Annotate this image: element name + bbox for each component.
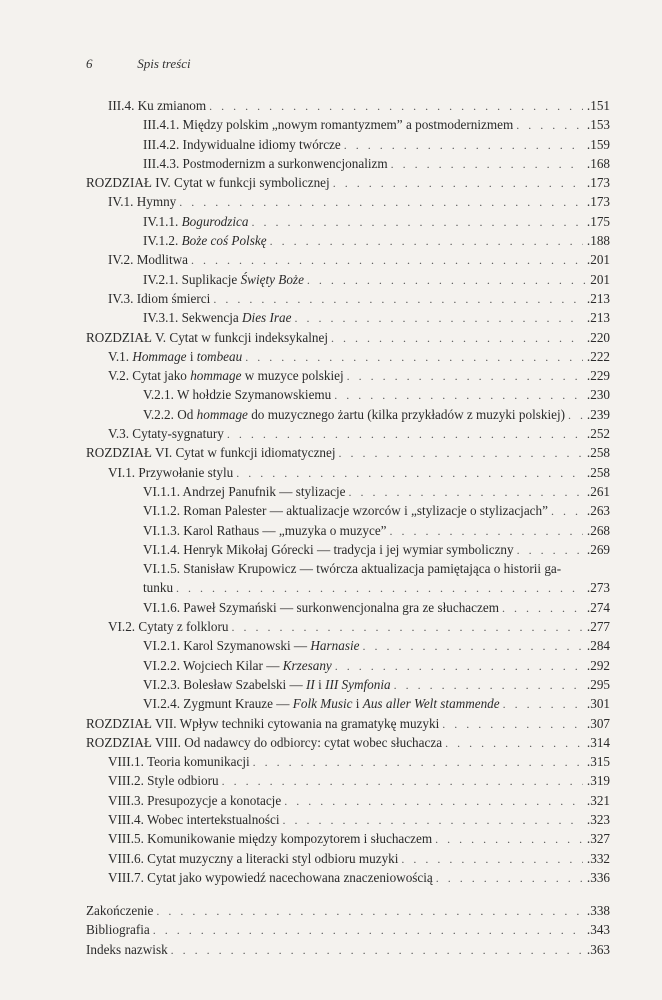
toc-entry-text: V.2.1. W hołdzie Szymanowskiemu: [143, 387, 332, 403]
toc-entry-text: VIII.4. Wobec intertekstualności: [108, 811, 280, 827]
toc-entry-text: VI.2.1. Karol Szymanowski —: [143, 638, 311, 654]
toc-entry-text: Zakończenie: [86, 903, 154, 919]
toc-entry-page-number: .321: [585, 791, 610, 810]
toc-entry[interactable]: [0, 231, 662, 250]
toc-entry-text: VI.2.2. Wojciech Kilar —: [143, 657, 283, 673]
toc-entry[interactable]: [0, 791, 662, 810]
toc-entry-label: [108, 250, 583, 270]
toc-entry[interactable]: [0, 656, 662, 675]
toc-entry[interactable]: [0, 714, 662, 733]
toc-entry-title: [143, 578, 176, 597]
toc-entry-title: [108, 829, 435, 848]
toc-entry[interactable]: [0, 250, 662, 269]
toc-entry[interactable]: [0, 501, 662, 520]
toc-entry-text: V.1.: [108, 348, 133, 364]
toc-entry-text: Indeks nazwisk: [86, 941, 168, 957]
toc-entry-title: [143, 540, 517, 559]
toc-entry-label: [108, 771, 583, 791]
toc-entry-title: [108, 463, 236, 482]
toc-entry[interactable]: [0, 96, 662, 115]
toc-entry-page-number: .188: [585, 231, 610, 250]
toc-entry-label: [143, 656, 583, 676]
toc-entry-text: ROZDZIAŁ IV. Cytat w funkcji symbolicznej: [86, 175, 330, 191]
toc-entry-text: IV.3.1. Sekwencja: [143, 310, 243, 326]
toc-entry-label: [143, 308, 583, 328]
dot-leader: [344, 136, 583, 155]
dot-leader: [391, 155, 583, 174]
dot-leader: [156, 902, 583, 921]
toc-entry[interactable]: [0, 636, 662, 655]
running-header: [86, 56, 191, 72]
toc-entry-label: [86, 328, 583, 348]
toc-entry-italic-title: Folk Music: [292, 696, 353, 712]
dot-leader: [232, 618, 583, 637]
dot-leader: [401, 850, 583, 869]
toc-entry-title: [143, 656, 335, 675]
toc-entry-page-number: .268: [585, 521, 610, 540]
toc-entry-page-number: .301: [585, 694, 610, 713]
toc-entry[interactable]: [0, 115, 662, 134]
toc-entry-page-number: .319: [585, 771, 610, 790]
toc-entry-text: IV.2.1. Suplikacje: [143, 271, 241, 287]
toc-entry-page-number: .258: [585, 443, 610, 462]
toc-entry-label: [143, 212, 583, 232]
toc-entry-label: [108, 829, 583, 849]
dot-leader: [339, 444, 583, 463]
toc-entry-title: [108, 849, 401, 868]
toc-entry-page-number: .315: [585, 752, 610, 771]
toc-entry[interactable]: [0, 901, 662, 920]
toc-entry-page-number: .173: [585, 173, 610, 192]
toc-entry-page-number: .239: [585, 405, 610, 424]
toc-entry-label: [108, 366, 583, 386]
toc-entry-label: [143, 636, 583, 656]
section-gap: [0, 887, 662, 901]
toc-entry-label: [108, 463, 583, 483]
toc-entry-title: [86, 920, 153, 939]
toc-entry[interactable]: [0, 347, 662, 366]
toc-entry-title: [143, 154, 391, 173]
toc-entry-text: VIII.2. Style odbioru: [108, 773, 219, 789]
toc-entry-text: VI.1.4. Henryk Mikołaj Górecki — tradycja i jej wymiar symboliczny: [143, 541, 514, 557]
dot-leader: [362, 637, 582, 656]
toc-entry-page-number: .274: [585, 598, 610, 617]
toc-entry-label: [143, 270, 586, 290]
toc-entry-text: VI.1.3. Karol Rathaus — „muzyka o muzyce”: [143, 522, 387, 538]
toc-entry-text: III.4. Ku zmianom: [108, 98, 207, 113]
toc-entry-label: [108, 810, 583, 830]
dot-leader: [245, 348, 583, 367]
toc-entry-page-number: 201: [588, 270, 610, 289]
toc-entry-label: [108, 192, 583, 212]
table-of-contents: [0, 96, 662, 959]
toc-entry-title: [143, 501, 551, 520]
toc-entry-italic-title: II: [306, 676, 315, 692]
toc-entry[interactable]: [0, 540, 662, 559]
toc-entry-label: [143, 521, 583, 541]
toc-entry-page-number: .363: [585, 940, 610, 959]
toc-entry[interactable]: [0, 385, 662, 404]
toc-entry[interactable]: [0, 810, 662, 829]
toc-entry-title: [143, 482, 349, 501]
toc-entry-label: [86, 173, 583, 193]
toc-entry-italic-title: Aus aller Welt stammende: [362, 696, 500, 712]
toc-entry[interactable]: [0, 135, 662, 154]
toc-entry-page-number: .175: [585, 212, 610, 231]
toc-entry[interactable]: [0, 328, 662, 347]
toc-entry-page-number: .295: [585, 675, 610, 694]
toc-entry-title: [143, 231, 270, 250]
toc-entry-page-number: .151: [585, 96, 610, 115]
toc-entry[interactable]: [0, 270, 662, 289]
toc-entry-text: VI.1. Przywołanie stylu: [108, 464, 234, 480]
toc-entry-italic-title: hommage: [190, 368, 242, 384]
toc-entry-text: w muzyce polskiej: [241, 368, 344, 384]
toc-entry-text: ROZDZIAŁ VII. Wpływ techniki cytowania na gramatykę muzyki: [86, 715, 440, 731]
toc-entry-title: [143, 559, 564, 578]
toc-entry-page-number: .314: [585, 733, 610, 752]
toc-entry-title: [143, 212, 252, 231]
toc-entry-page-number: .323: [585, 810, 610, 829]
toc-entry-label: [143, 115, 583, 135]
toc-entry-text: III.4.2. Indywidualne idiomy twórcze: [143, 136, 341, 152]
toc-entry-page-number: .258: [585, 463, 610, 482]
toc-entry-page-number: .173: [585, 192, 610, 211]
toc-entry-text: VIII.7. Cytat jako wypowiedź nacechowana znaczeniowością: [108, 869, 433, 885]
toc-entry-label: [108, 617, 583, 637]
toc-entry[interactable]: [0, 173, 662, 192]
toc-entry-italic-title: Harnasie: [310, 638, 360, 654]
toc-entry-title: [108, 752, 253, 771]
dot-leader: [283, 811, 583, 830]
toc-entry-title: [143, 270, 307, 289]
dot-leader: [270, 232, 583, 251]
toc-entry-label: [86, 443, 583, 463]
dot-leader: [442, 715, 583, 734]
toc-entry[interactable]: [0, 559, 662, 578]
toc-entry[interactable]: [0, 868, 662, 887]
toc-entry[interactable]: [0, 733, 662, 752]
toc-entry-italic-title: hommage: [196, 406, 248, 422]
toc-entry-page-number: .153: [585, 115, 610, 134]
toc-entry-text: VI.2.4. Zygmunt Krauze —: [143, 696, 293, 712]
toc-entry-label: [143, 405, 583, 425]
toc-entry-label: [86, 714, 583, 734]
dot-leader: [179, 193, 583, 212]
toc-entry-title: [143, 636, 362, 655]
toc-entry-text: i: [186, 348, 197, 364]
dot-leader: [331, 329, 583, 348]
toc-entry-italic-title: tombeau: [196, 348, 243, 364]
toc-entry-label: [86, 920, 583, 940]
toc-entry-title: [143, 598, 502, 617]
dot-leader: [517, 541, 583, 560]
dot-leader: [213, 290, 583, 309]
toc-entry-label: [143, 231, 583, 251]
toc-entry-label: [143, 694, 583, 714]
dot-leader: [236, 464, 583, 483]
toc-entry[interactable]: [0, 212, 662, 231]
dot-leader: [191, 251, 583, 270]
toc-entry-title: [86, 328, 331, 347]
toc-entry-text: VIII.5. Komunikowanie między kompozytorem i słuchaczem: [108, 831, 433, 847]
dot-leader: [227, 425, 583, 444]
toc-entry[interactable]: [0, 366, 662, 385]
toc-entry-page-number: .336: [585, 868, 610, 887]
toc-entry-page-number: .201: [585, 250, 610, 269]
toc-entry-title: [143, 521, 390, 540]
dot-leader: [333, 174, 583, 193]
toc-entry-label: [143, 154, 583, 174]
toc-entry-text: i: [352, 696, 363, 712]
toc-entry-title: [143, 135, 344, 154]
toc-entry[interactable]: [0, 521, 662, 540]
toc-entry[interactable]: [0, 771, 662, 790]
toc-entry[interactable]: [0, 675, 662, 694]
toc-entry-label: [143, 675, 583, 695]
dot-leader: [153, 921, 583, 940]
toc-entry-page-number: .252: [585, 424, 610, 443]
toc-entry-label: [86, 733, 583, 753]
toc-entry-label: [108, 289, 583, 309]
toc-entry-text: IV.2. Modlitwa: [108, 252, 188, 268]
toc-entry-page-number: .332: [585, 849, 610, 868]
toc-entry[interactable]: [0, 154, 662, 173]
toc-entry-text: V.2.2. Od: [143, 406, 197, 422]
toc-entry-page-number: .338: [585, 901, 610, 920]
dot-leader: [503, 695, 583, 714]
toc-entry-text: IV.1. Hymny: [108, 194, 177, 210]
toc-entry[interactable]: [0, 617, 662, 636]
toc-entry-title: [143, 405, 568, 424]
toc-entry-title: [108, 289, 213, 308]
toc-entry-text: VIII.3. Presupozycje a konotacje: [108, 792, 282, 808]
toc-entry-page-number: .261: [585, 482, 610, 501]
toc-entry-label: [108, 752, 583, 772]
dot-leader: [334, 386, 583, 405]
toc-entry-label: [143, 559, 564, 578]
toc-entry-title: [86, 714, 442, 733]
toc-entry-label: [143, 135, 583, 155]
toc-entry-title: [108, 424, 227, 443]
toc-entry-page-number: .292: [585, 656, 610, 675]
toc-entry-label: [108, 347, 583, 367]
toc-entry-title: [108, 347, 245, 366]
toc-entry-title: [86, 901, 156, 920]
toc-entry-title: [108, 96, 209, 115]
toc-entry-page-number: .220: [585, 328, 610, 347]
toc-entry-text: tunku: [143, 580, 174, 596]
dot-leader: [568, 406, 583, 425]
toc-entry-text: VIII.1. Teoria komunikacji: [108, 754, 250, 770]
dot-leader: [176, 579, 583, 598]
toc-entry[interactable]: [0, 598, 662, 617]
toc-entry-label: [143, 482, 583, 502]
header-title: Spis treści: [137, 56, 191, 71]
dot-leader: [445, 734, 583, 753]
toc-entry-title: [108, 868, 436, 887]
toc-entry[interactable]: [0, 920, 662, 939]
toc-entry-label: [108, 424, 583, 444]
toc-entry-title: [86, 443, 339, 462]
toc-entry[interactable]: [0, 829, 662, 848]
toc-entry-page-number: .307: [585, 714, 610, 733]
toc-entry-page-number: .269: [585, 540, 610, 559]
dot-leader: [551, 502, 583, 521]
toc-entry[interactable]: [0, 289, 662, 308]
toc-entry[interactable]: [0, 482, 662, 501]
dot-leader: [171, 941, 583, 960]
toc-entry-title: [108, 192, 179, 211]
toc-entry-page-number: .168: [585, 154, 610, 173]
toc-entry-label: [86, 940, 583, 960]
toc-entry-page-number: .263: [585, 501, 610, 520]
toc-entry-text: ROZDZIAŁ V. Cytat w funkcji indeksykalnej: [86, 329, 328, 345]
dot-leader: [294, 309, 582, 328]
toc-entry[interactable]: [0, 308, 662, 327]
toc-entry-text: do muzycznego żartu (kilka przykładów z muzyki polskiej): [247, 406, 566, 422]
toc-entry-title: [108, 250, 191, 269]
toc-entry-title: [143, 694, 503, 713]
toc-entry-page-number: .213: [585, 289, 610, 308]
toc-entry-text: VI.2. Cytaty z folkloru: [108, 619, 229, 635]
toc-entry-italic-title: Bogurodzica: [181, 213, 249, 229]
toc-entry-text: i: [314, 676, 326, 692]
toc-entry-text: III.4.3. Postmodernizm a surkonwencjonalizm: [143, 155, 388, 171]
toc-entry[interactable]: [0, 443, 662, 462]
toc-entry-label: [108, 96, 583, 116]
dot-leader: [349, 483, 583, 502]
toc-entry-label: [143, 578, 583, 598]
toc-entry-page-number: .273: [585, 578, 610, 597]
toc-entry-italic-title: Dies Irae: [242, 310, 292, 326]
toc-entry[interactable]: [0, 752, 662, 771]
toc-entry-title: [108, 810, 283, 829]
toc-entry-title: [143, 675, 394, 694]
toc-entry-italic-title: Święty Boże: [240, 271, 304, 287]
toc-entry-label: [143, 385, 583, 405]
toc-entry-title: [86, 940, 171, 959]
dot-leader: [335, 657, 583, 676]
toc-entry-page-number: .213: [585, 308, 610, 327]
toc-entry-label: [108, 849, 583, 869]
toc-entry-italic-title: Boże coś Polskę: [181, 233, 267, 249]
toc-entry[interactable]: [0, 578, 662, 597]
toc-entry[interactable]: [0, 463, 662, 482]
toc-entry[interactable]: [0, 694, 662, 713]
dot-leader: [222, 772, 583, 791]
dot-leader: [307, 271, 586, 290]
toc-entry-label: [143, 540, 583, 560]
dot-leader: [516, 116, 583, 135]
toc-entry-title: [108, 791, 284, 810]
dot-leader: [502, 599, 583, 618]
toc-entry-text: III.4.1. Między polskim „nowym romantyzmem” a postmodernizmem: [143, 117, 514, 133]
dot-leader: [394, 676, 583, 695]
toc-entry-page-number: .159: [585, 135, 610, 154]
toc-entry-text: ROZDZIAŁ VIII. Od nadawcy do odbiorcy: cytat wobec słuchacza: [86, 734, 443, 750]
toc-entry-page-number: .230: [585, 385, 610, 404]
toc-entry-page-number: .222: [585, 347, 610, 366]
dot-leader: [253, 753, 583, 772]
toc-entry-text: ROZDZIAŁ VI. Cytat w funkcji idiomatycznej: [86, 445, 336, 461]
toc-entry-text: V.2. Cytat jako: [108, 368, 191, 384]
toc-entry-title: [108, 366, 347, 385]
dot-leader: [209, 97, 583, 116]
toc-entry-label: [108, 868, 583, 888]
toc-entry-text: Bibliografia: [86, 922, 150, 938]
toc-entry[interactable]: [0, 192, 662, 211]
toc-entry-text: IV.1.2.: [143, 233, 182, 249]
toc-entry[interactable]: [0, 849, 662, 868]
toc-entry[interactable]: [0, 424, 662, 443]
toc-entry-italic-title: Krzesany: [282, 657, 332, 673]
toc-entry-text: VIII.6. Cytat muzyczny a literacki styl odbioru muzyki: [108, 850, 399, 866]
toc-entry[interactable]: [0, 940, 662, 959]
toc-entry-title: [108, 771, 222, 790]
dot-leader: [252, 213, 583, 232]
toc-entry-title: [143, 308, 294, 327]
toc-entry[interactable]: [0, 405, 662, 424]
toc-entry-label: [86, 901, 583, 921]
dot-leader: [390, 522, 583, 541]
dot-leader: [284, 792, 583, 811]
toc-entry-title: [143, 385, 334, 404]
toc-entry-text: IV.3. Idiom śmierci: [108, 290, 211, 306]
toc-entry-page-number: .327: [585, 829, 610, 848]
toc-entry-page-number: .343: [585, 920, 610, 939]
toc-entry-page-number: .284: [585, 636, 610, 655]
toc-entry-text: VI.1.6. Paweł Szymański — surkonwencjonalna gra ze słuchaczem: [143, 599, 499, 615]
toc-entry-text: VI.2.3. Bolesław Szabelski —: [143, 676, 306, 692]
toc-entry-text: IV.1.1.: [143, 213, 182, 229]
header-page-number: 6: [86, 56, 93, 71]
dot-leader: [436, 869, 583, 888]
toc-entry-italic-title: Hommage: [132, 348, 187, 364]
toc-entry-title: [86, 733, 445, 752]
toc-entry-text: VI.1.1. Andrzej Panufnik — stylizacje: [143, 483, 346, 499]
toc-entry-page-number: .229: [585, 366, 610, 385]
dot-leader: [347, 367, 583, 386]
toc-entry-italic-title: III Symfonia: [325, 676, 391, 692]
toc-entry-title: [143, 115, 516, 134]
toc-entry-label: [143, 501, 583, 521]
toc-entry-label: [108, 791, 583, 811]
toc-entry-text: VI.1.2. Roman Palester — aktualizacje wzorców i „stylizacje o stylizacjach”: [143, 503, 548, 519]
toc-entry-text: V.3. Cytaty-sygnatury: [108, 426, 224, 442]
toc-entry-label: [143, 598, 583, 618]
toc-entry-text: VI.1.5. Stanisław Krupowicz — twórcza aktualizacja pamiętająca o historii ga-: [143, 561, 562, 577]
toc-entry-page-number: .277: [585, 617, 610, 636]
toc-entry-title: [108, 617, 232, 636]
toc-entry-title: [86, 173, 333, 192]
dot-leader: [435, 830, 583, 849]
